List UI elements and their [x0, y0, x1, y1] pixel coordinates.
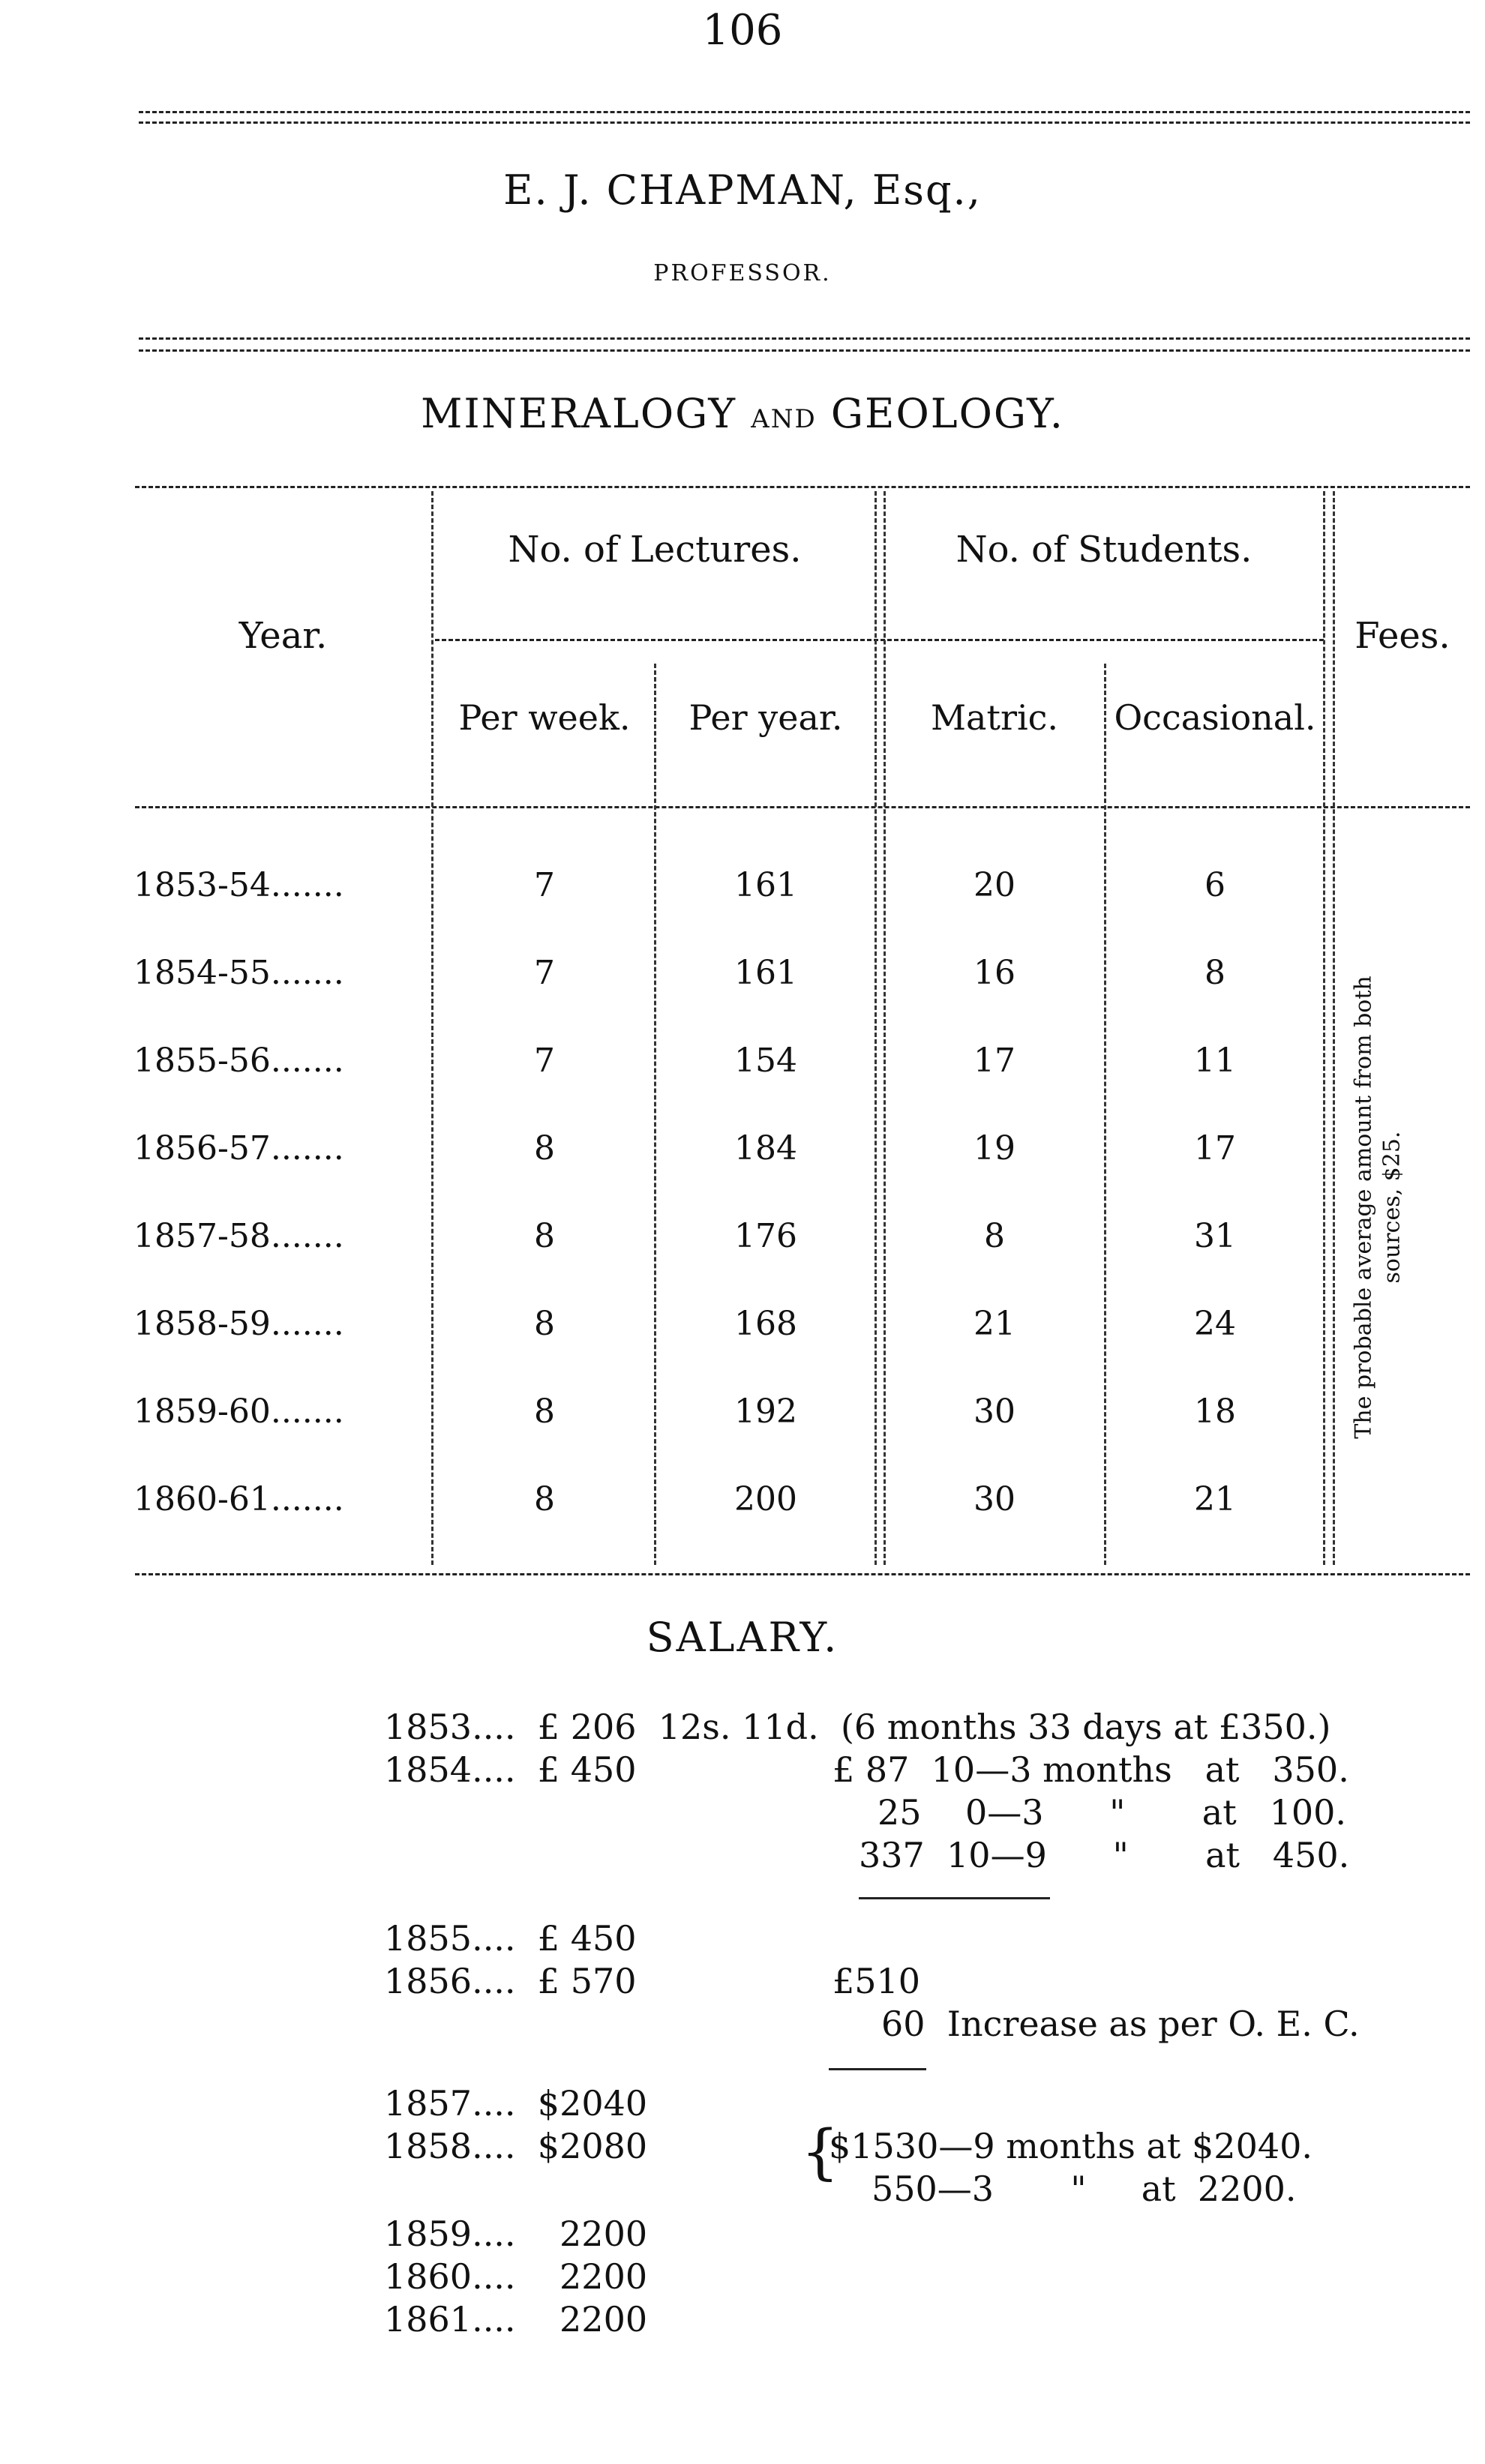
fees-note-text [1350, 976, 1406, 1438]
header-per-year: Per year. [688, 697, 843, 738]
cell-year: 1855-56....... [134, 1042, 344, 1080]
cell-matric: 20 [974, 866, 1016, 904]
cell-matric: 17 [974, 1042, 1016, 1080]
subject-and: AND [751, 404, 817, 434]
table-bottom-rule [135, 1573, 1470, 1575]
cell-per-week: 7 [534, 866, 555, 904]
professor-name: E. J. CHAPMAN, Esq., [503, 166, 982, 214]
cell-matric: 19 [974, 1129, 1016, 1168]
top-rule [139, 111, 1470, 113]
subject-heading [0, 390, 1485, 437]
salary-1856-sum-rule [829, 2068, 926, 2070]
cell-per-week: 8 [534, 1480, 555, 1518]
cell-per-week: 7 [534, 1042, 555, 1080]
fees-note [1344, 855, 1412, 1560]
cell-matric: 30 [974, 1480, 1016, 1518]
header-per-week: Per week. [458, 697, 631, 738]
table-subheader-rule [435, 639, 1324, 641]
cell-per-week: 8 [534, 1129, 555, 1168]
cell-per-week: 8 [534, 1305, 555, 1343]
cell-year: 1860-61....... [134, 1480, 344, 1518]
salary-1854-detail-c: 337 10—9 " at 450. [859, 1835, 1350, 1875]
cell-per-year: 192 [734, 1392, 797, 1431]
table-top-rule [135, 486, 1470, 488]
cell-matric: 21 [974, 1305, 1016, 1343]
mid-rule-2 [139, 349, 1470, 352]
professor-role: PROFESSOR. [653, 260, 832, 286]
header-lectures: No. of Lectures. [508, 529, 802, 571]
header-students: No. of Students. [956, 529, 1252, 571]
salary-1858-detail-a: $1530—9 months at $2040. [829, 2126, 1312, 2166]
cell-occasional: 21 [1194, 1480, 1236, 1518]
table-header-bottom-rule [135, 806, 1470, 808]
header-occasional: Occasional. [1114, 697, 1316, 738]
cell-per-year: 161 [734, 866, 797, 904]
page-number: 106 [702, 6, 783, 55]
header-fees: Fees. [1354, 615, 1450, 657]
cell-per-year: 161 [734, 954, 797, 992]
cell-per-year: 176 [734, 1217, 797, 1255]
salary-1855: 1855.... £ 450 [384, 1918, 637, 1959]
cell-year: 1853-54....... [134, 866, 344, 904]
header-matric: Matric. [930, 697, 1059, 738]
salary-1854-detail-b: 25 0—3 " at 100. [878, 1792, 1346, 1833]
cell-occasional: 8 [1204, 954, 1226, 992]
vrule-lectures-1 [874, 491, 877, 1565]
top-rule-2 [139, 121, 1470, 124]
subject-main-b: GEOLOGY. [830, 390, 1064, 437]
fees-note-line2: sources, $25. [1378, 1131, 1405, 1284]
cell-year: 1854-55....... [134, 954, 344, 992]
cell-occasional: 24 [1194, 1305, 1236, 1343]
cell-per-week: 8 [534, 1392, 555, 1431]
cell-occasional: 31 [1194, 1217, 1236, 1255]
salary-1853: 1853.... £ 206 12s. 11d. (6 months 33 days at £350.) [384, 1707, 1331, 1747]
cell-year: 1856-57....... [134, 1129, 344, 1168]
salary-1856-detail-a: £510 [832, 1961, 921, 2001]
salary-1861: 1861.... 2200 [384, 2299, 648, 2340]
cell-per-week: 7 [534, 954, 555, 992]
salary-1858: 1858.... $2080 [384, 2126, 648, 2166]
salary-1856: 1856.... £ 570 [384, 1961, 637, 2001]
cell-matric: 16 [974, 954, 1016, 992]
salary-1854-sum-rule [859, 1897, 1050, 1899]
cell-occasional: 17 [1194, 1129, 1236, 1168]
cell-year: 1859-60....... [134, 1392, 344, 1431]
salary-1860: 1860.... 2200 [384, 2256, 648, 2297]
cell-year: 1858-59....... [134, 1305, 344, 1343]
mid-rule [139, 337, 1470, 340]
vrule-week [654, 664, 656, 1565]
cell-occasional: 6 [1204, 866, 1226, 904]
salary-1858-brace: { [801, 2117, 839, 2187]
cell-occasional: 18 [1194, 1392, 1236, 1431]
salary-1854: 1854.... £ 450 [384, 1749, 637, 1790]
vrule-matric [1104, 664, 1106, 1565]
cell-per-year: 154 [734, 1042, 797, 1080]
cell-year: 1857-58....... [134, 1217, 344, 1255]
cell-per-year: 200 [734, 1480, 797, 1518]
cell-per-week: 8 [534, 1217, 555, 1255]
salary-1856-detail-b: 60 Increase as per O. E. C. [881, 2004, 1360, 2044]
salary-1858-detail-b: 550—3 " at 2200. [872, 2169, 1297, 2209]
cell-matric: 30 [974, 1392, 1016, 1431]
subject-main-a: MINERALOGY [421, 390, 736, 437]
cell-matric: 8 [984, 1217, 1005, 1255]
salary-1859: 1859.... 2200 [384, 2214, 648, 2254]
vrule-students-1 [1323, 491, 1325, 1565]
header-year: Year. [238, 615, 328, 657]
cell-per-year: 184 [734, 1129, 797, 1168]
cell-per-year: 168 [734, 1305, 797, 1343]
salary-1854-detail-a: £ 87 10—3 months at 350. [832, 1749, 1349, 1790]
fees-note-line1: The probable average amount from both [1350, 976, 1377, 1439]
salary-1857: 1857.... $2040 [384, 2083, 648, 2124]
salary-title: SALARY. [646, 1614, 839, 1661]
cell-occasional: 11 [1194, 1042, 1236, 1080]
